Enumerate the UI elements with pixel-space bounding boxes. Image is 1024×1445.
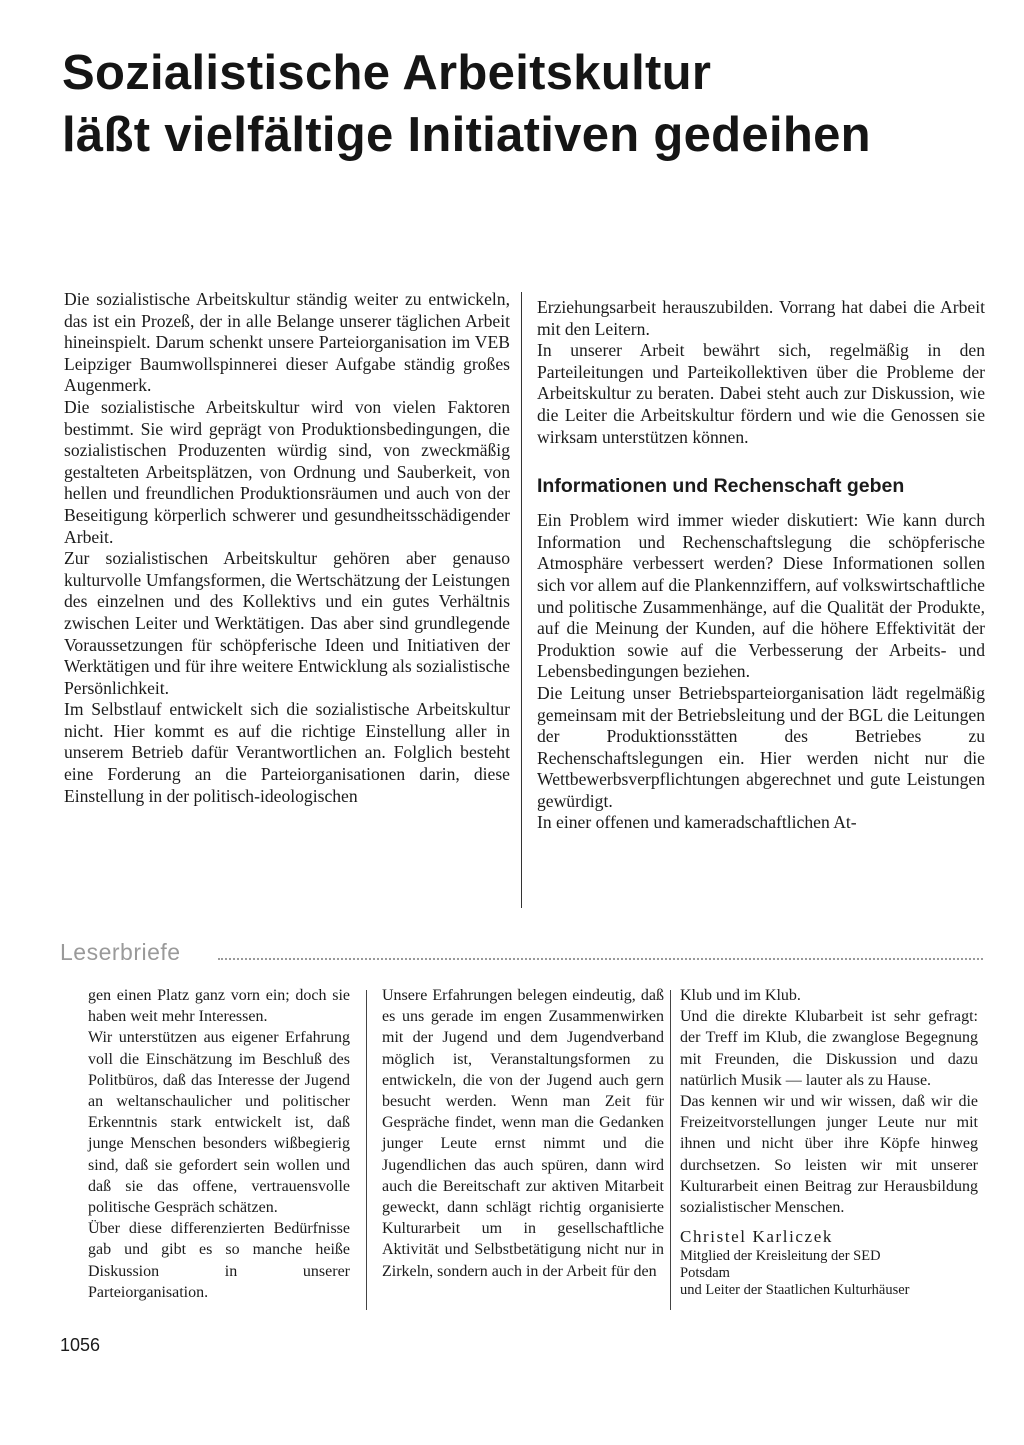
letters-column-2 — [382, 985, 664, 1282]
article-paragraph: Die Leitung unser Betriebsparteiorganisation lädt regelmäßig gemeinsam mit der Betriebsleitung und der BGL die Leitungen der Produktionsstätten des Betriebes zu Rechenschaftslegungen ein. Hier werden nicht nur die Wettbewerbsverpflichtungen abgerechnet und gute Leistungen gewürdigt. — [537, 682, 985, 811]
headline — [62, 42, 962, 166]
article-paragraph: Die sozialistische Arbeitskultur ständig weiter zu entwickeln, das ist ein Prozeß, der in alle Belange unserer täglichen Arbeit hineinspielt. Darum schenkt unsere Parteiorganisation im VEB Leipziger Baumwollspinnerei dieser Aufgabe ständig großes Augenmerk. — [64, 289, 510, 396]
letter-paragraph: Wir unterstützen aus eigener Erfahrung voll die Einschätzung im Beschluß des Politbüros, daß das Interesse der Jugend an weltanschaulicher und politischer Erkenntnis stark entwickelt ist, daß junge Menschen besonders wißbegierig sind, daß sie gefordert sein wollen und daß sie das offene, vertrauensvolle politische Gespräch schätzen. — [88, 1029, 350, 1217]
signature-location: Potsdam — [680, 1265, 730, 1282]
signature-role-2: und Leiter der Staatlichen Kulturhäuser — [680, 1282, 910, 1299]
letters-column-3 — [680, 985, 978, 1299]
article-column-2 — [537, 297, 985, 834]
letter-paragraph: Und die direkte Klubarbeit ist sehr gefragt: der Treff im Klub, die zwanglose Begegnung mit Freunden, die Diskussion und dazu natürlich Musik — lauter als zu Hause. — [680, 1008, 978, 1089]
headline-line-1: Sozialistische Arbeitskultur — [62, 46, 712, 100]
article-paragraph: Zur sozialistischen Arbeitskultur gehören aber genauso kulturvolle Umfangsformen, die Wertschätzung der Leistungen des einzelnen und des Kollektivs und ein gutes Verhältnis zwischen Leiter und Werktätigen. Das aber sind grundlegende Voraussetzungen für schöpferische Ideen und Initiativen der Werktätigen und für ihre weitere Entwicklung als sozialistische Persönlichkeit. — [64, 548, 510, 698]
article-paragraph: In einer offenen und kameradschaftlichen At- — [537, 812, 857, 833]
letter-paragraph: Klub und im Klub. — [680, 987, 801, 1004]
letter-signature — [680, 1226, 978, 1299]
article-paragraph: In unserer Arbeit bewährt sich, regelmäßig in den Parteileitungen und Parteikollektiven über die Probleme der Arbeitskultur zu beraten. Dabei steht auch zur Diskussion, wie die Leiter die Arbeitskultur fördern und wie die Genossen sie wirksam unterstützen können. — [537, 340, 985, 447]
article-paragraph: Erziehungsarbeit herauszubilden. Vorrang hat dabei die Arbeit mit den Leitern. — [537, 297, 985, 339]
letters-section-label: Leserbriefe — [60, 939, 181, 965]
headline-line-2: läßt vielfältige Initiativen gedeihen — [62, 108, 871, 162]
letters-column-divider — [366, 990, 367, 1310]
signature-name: Christel Karliczek — [680, 1227, 833, 1247]
signature-role: Mitglied der Kreisleitung der SED — [680, 1248, 881, 1265]
letters-column-1 — [88, 985, 350, 1303]
letter-paragraph: Das kennen wir und wir wissen, daß wir die Freizeitvorstellungen junger Leute nur mit ihnen und nicht über ihre Köpfe hinweg durchsetzen. So leisten wir mit unserer Kulturarbeit einen Beitrag zur Herausbildung sozialistischer Menschen. — [680, 1093, 978, 1217]
article-paragraph: Die sozialistische Arbeitskultur wird von vielen Faktoren bestimmt. Sie wird geprägt von Produktionsbedingungen, die sozialistischen Produzenten würdig sind, von zweckmäßig gestalteten Arbeitsplätzen, von Ordnung und Sauberkeit, von hellen und freundlichen Produktionsräumen und auch von der Beseitigung körperlich schwerer und gesundheitsschädigender Arbeit. — [64, 396, 510, 547]
article-paragraph: Im Selbstlauf entwickelt sich die sozialistische Arbeitskultur nicht. Hier kommt es auf die richtige Einstellung aller in unserem Betrieb dafür Verantwortlichen an. Folglich besteht eine Forderung an die Parteiorganisationen darin, diese Einstellung in der politisch-ideologischen — [64, 699, 510, 806]
article-paragraph: Ein Problem wird immer wieder diskutiert: Wie kann durch Information und Rechenschaftslegung die schöpferische Atmosphäre verbessert werden? Diese Informationen sollen sich vor allem auf die Plankennziffern, auf volkswirtschaftliche und politische Zusammenhänge, auf die Qualität der Produkte, auf die Meinung der Kunden, auf die höhere Effektivität der Produktion sowie auf die Verbesserung der Arbeits- und Lebensbedingungen beziehen. — [537, 510, 985, 682]
article-subheading: Informationen und Rechenschaft geben — [537, 475, 905, 498]
letters-section-rule — [218, 958, 983, 960]
page-number: 1056 — [60, 1335, 101, 1355]
column-divider — [521, 292, 522, 908]
letters-column-divider — [670, 990, 671, 1310]
article-column-1 — [64, 289, 510, 807]
letter-paragraph: Über diese differenzierten Bedürfnisse gab und gibt es so manche heiße Diskussion in unserer Parteiorganisation. — [88, 1220, 350, 1301]
letter-paragraph: gen einen Platz ganz vorn ein; doch sie haben weit mehr Interessen. — [88, 987, 350, 1026]
letter-paragraph: Unsere Erfahrungen belegen eindeutig, daß es uns gerade im engen Zusammenwirken mit der Jugend und dem Jugendverband möglich ist, Veranstaltungsformen zu entwickeln, die von der Jugend auch gern besucht werden. Wenn man Zeit für Gespräche findet, wenn man die Gedanken junger Leute ernst nimmt und die Jugendlichen das auch spüren, dann wird auch die Bereitschaft zur aktiven Mitarbeit geweckt, dann schlägt richtig organisierte Kulturarbeit um in gesellschaftliche Aktivität und Selbstbetätigung nicht nur in Zirkeln, sondern auch in der Arbeit für den — [382, 987, 664, 1280]
